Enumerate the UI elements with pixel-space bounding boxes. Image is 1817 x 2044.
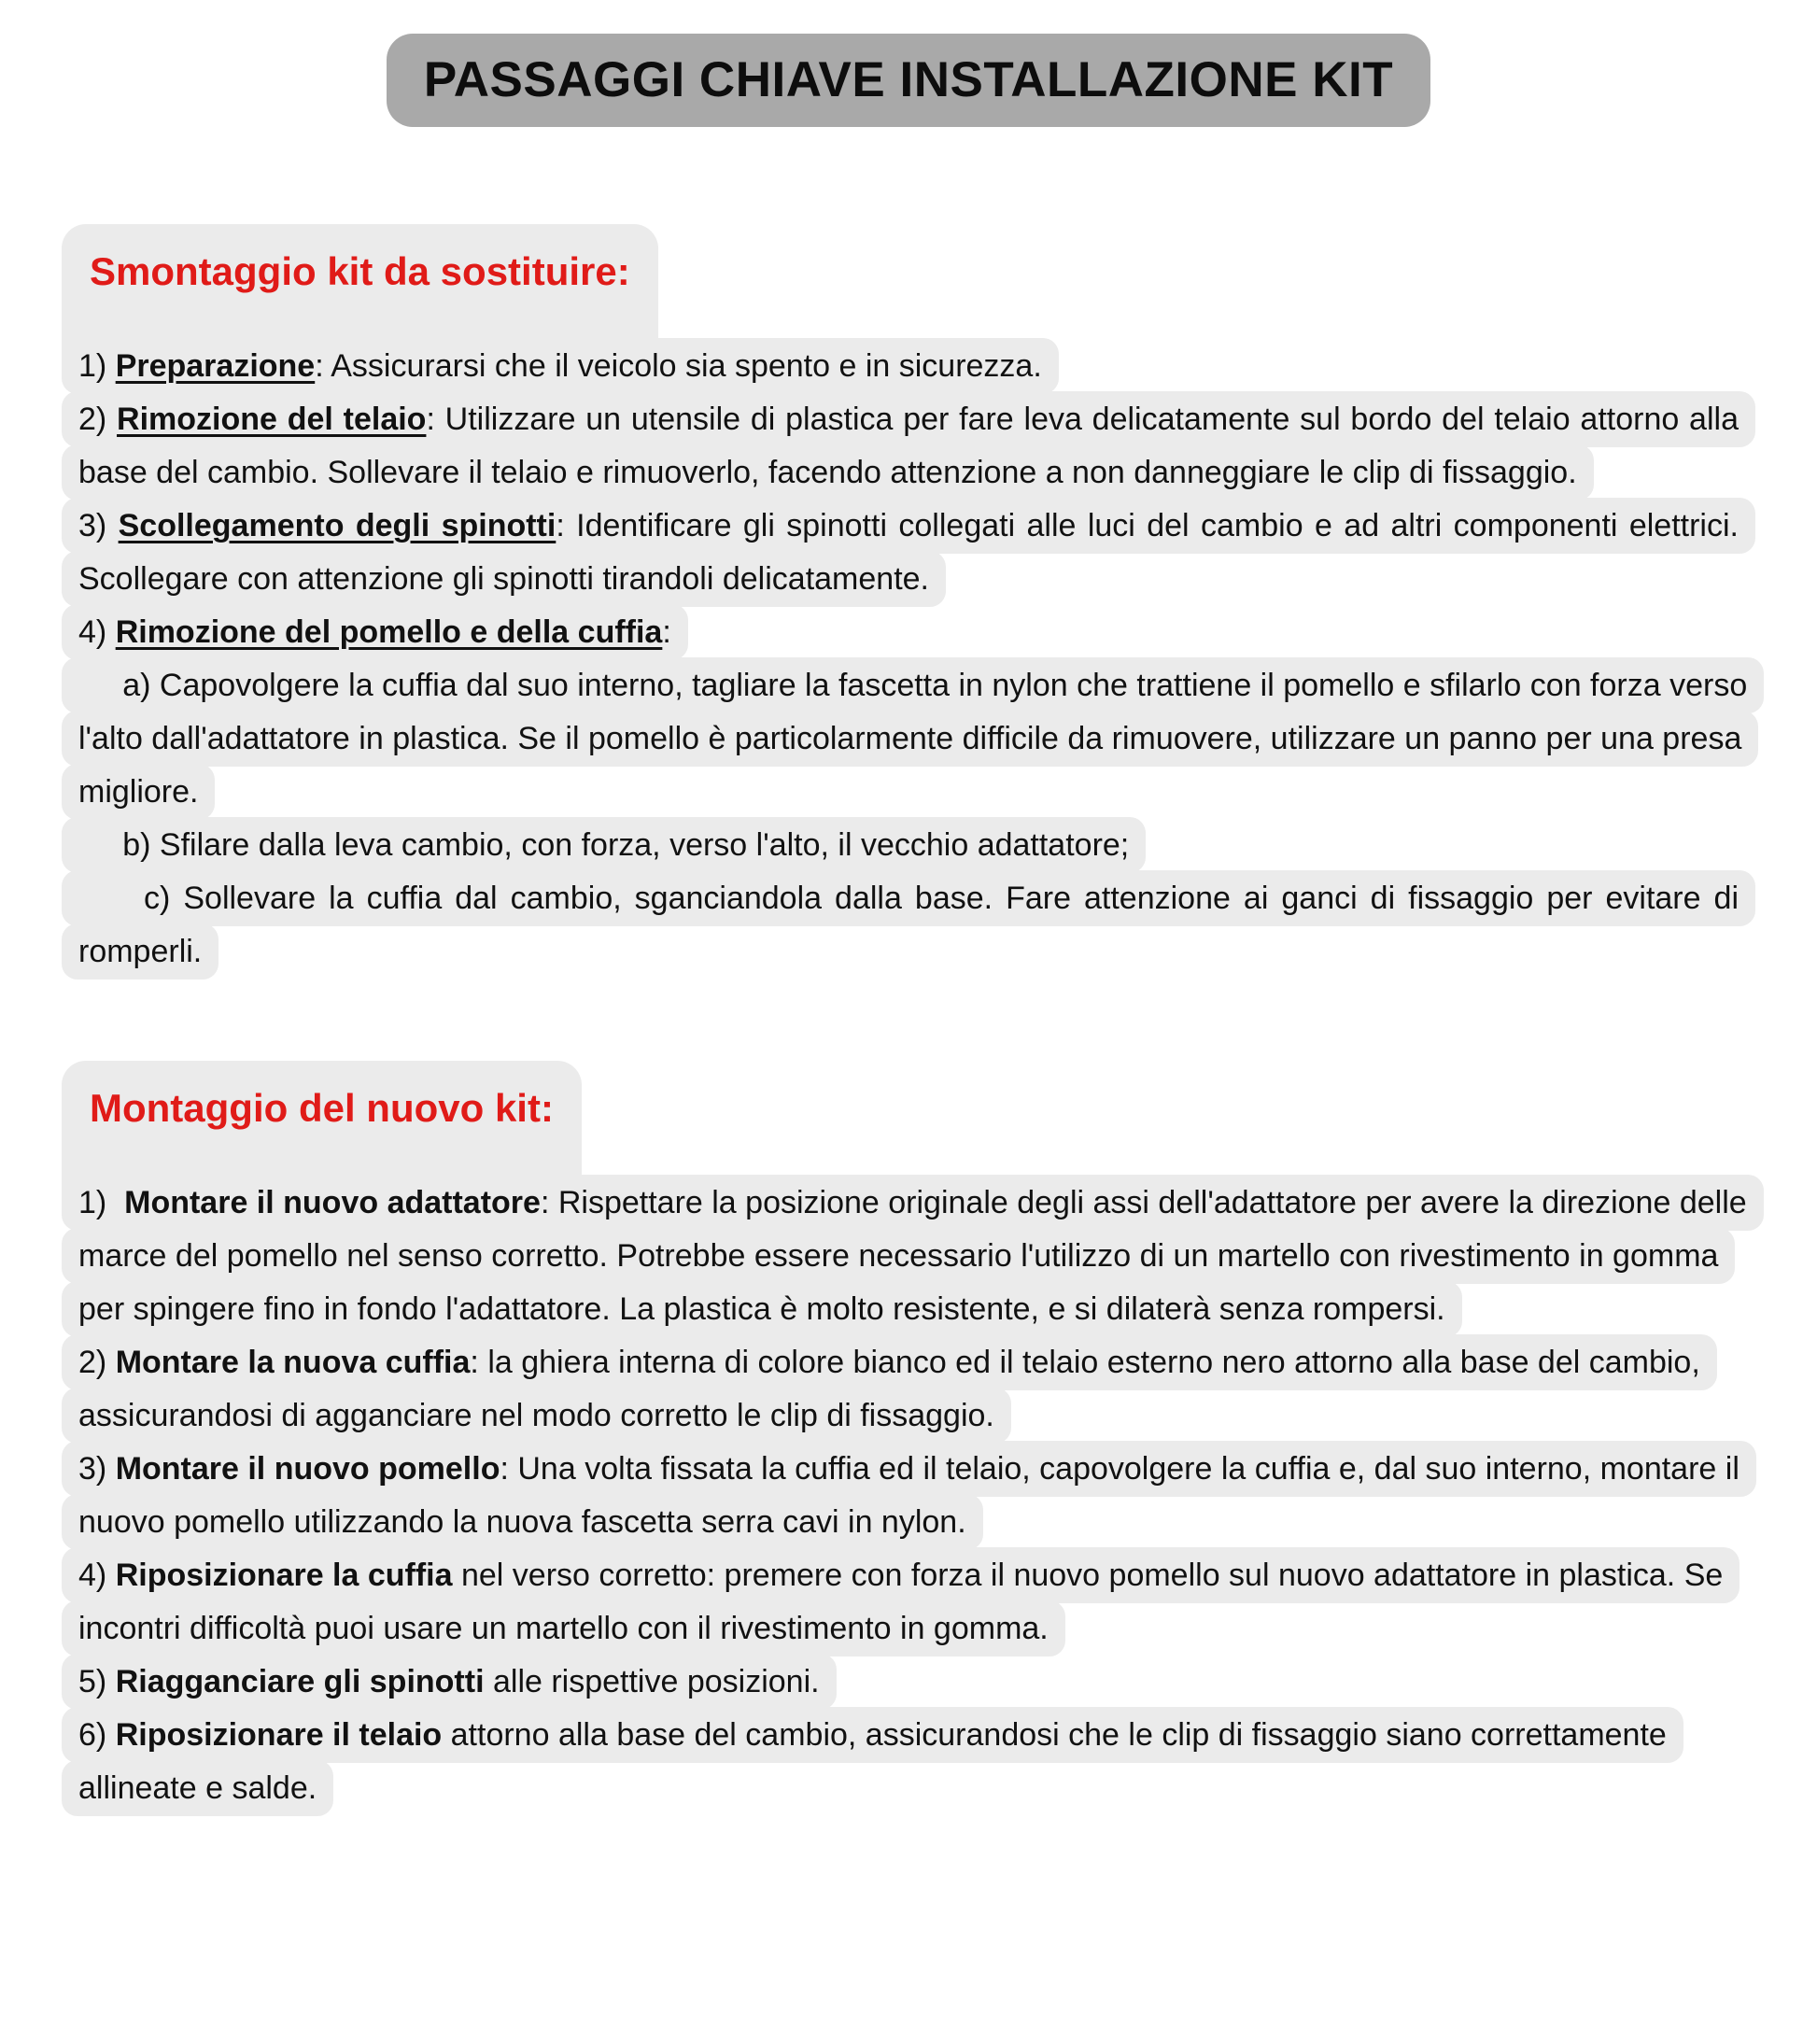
text-segment: : Identificare gli spinotti collegati alle luci del cambio e ad altri componenti elettrici. Scollegare con attenzione gli spinotti tirandoli delicatamente. [78, 508, 1739, 597]
paragraph [62, 500, 1755, 606]
text-segment: Montare il nuovo pomello [115, 1451, 500, 1487]
text-segment: 5) [78, 1664, 116, 1699]
text-segment: 1) [78, 348, 116, 384]
text-segment: 4) [78, 1558, 116, 1593]
page-title: PASSAGGI CHIAVE INSTALLAZIONE KIT [387, 34, 1430, 127]
text-segment: Montare la nuova cuffia [115, 1345, 471, 1380]
text-segment: : la ghiera interna di colore bianco ed il telaio esterno nero attorno alla base del cambio, assicurandosi di agganciare nel modo corretto le clip di fissaggio. [78, 1345, 1700, 1433]
paragraph [62, 1177, 1755, 1336]
text-segment: attorno alla base del cambio, assicurandosi che le clip di fissaggio siano correttamente allineate e salde. [78, 1717, 1667, 1806]
section [62, 224, 1755, 979]
sections-container [62, 224, 1755, 1815]
paragraph [62, 393, 1755, 500]
section [62, 1061, 1755, 1815]
text-segment: c) Sollevare la cuffia dal cambio, sganciandola dalla base. Fare attenzione ai ganci di fissaggio per evitare di romperli. [78, 881, 1739, 969]
text-segment: alle rispettive posizioni. [484, 1664, 820, 1699]
section-heading-text: Smontaggio kit da sostituire: [62, 224, 658, 392]
text-segment: 6) [78, 1717, 116, 1753]
text-segment: 4) [78, 614, 116, 650]
text-segment: Montare il nuovo adattatore [124, 1185, 541, 1220]
paragraph [62, 872, 1755, 979]
text-segment: 1) [78, 1185, 125, 1220]
text-segment: Rimozione del pomello e della cuffia [115, 614, 663, 650]
text-segment: Rimozione del telaio [117, 402, 427, 437]
text-segment: Riposizionare la cuffia [115, 1558, 453, 1593]
text-segment: 2) [78, 1345, 116, 1380]
text-segment: a) Capovolgere la cuffia dal suo interno, tagliare la fascetta in nylon che trattiene il pomello e sfilarlo con forza verso l'alto dall'adattatore in plastica. Se il pomello è particolarmente difficile da rimuovere, utilizzare un panno per una presa migliore. [78, 668, 1748, 810]
paragraph [62, 1443, 1755, 1549]
paragraph [62, 659, 1755, 819]
paragraph [62, 1709, 1755, 1815]
text-segment: 3) [78, 508, 119, 543]
text-segment: : Rispettare la posizione originale degli assi dell'adattatore per avere la direzione delle marce del pomello nel senso corretto. Potrebbe essere necessario l'utilizzo di un martello con rivestimento in gomma per spingere fino in fondo l'adattatore. La plastica è molto resistente, e si dilaterà senza rompersi. [78, 1185, 1747, 1327]
paragraph [62, 819, 1755, 872]
paragraph [62, 340, 1755, 393]
text-segment: Scollegamento degli spinotti [118, 508, 556, 543]
text-segment: Riposizionare il telaio [115, 1717, 443, 1753]
paragraph [62, 1656, 1755, 1709]
text-segment: : Una volta fissata la cuffia ed il telaio, capovolgere la cuffia e, dal suo interno, montare il nuovo pomello utilizzando la nuova fascetta serra cavi in nylon. [78, 1451, 1740, 1540]
section-heading [62, 224, 1755, 340]
text-segment: b) Sfilare dalla leva cambio, con forza, verso l'alto, il vecchio adattatore; [78, 827, 1130, 863]
text-segment: nel verso corretto: premere con forza il nuovo pomello sul nuovo adattatore in plastica. Se incontri difficoltà puoi usare un martello con il rivestimento in gomma. [78, 1558, 1724, 1646]
paragraph [62, 606, 1755, 659]
text-segment: 2) [78, 402, 118, 437]
text-segment: 3) [78, 1451, 116, 1487]
title-bar [0, 0, 1817, 127]
paragraph [62, 1336, 1755, 1443]
text-segment: Preparazione [115, 348, 316, 384]
paragraph [62, 1549, 1755, 1656]
text-segment: : [662, 614, 671, 650]
text-segment: : Utilizzare un utensile di plastica per fare leva delicatamente sul bordo del telaio attorno alla base del cambio. Sollevare il telaio e rimuoverlo, facendo attenzione a non danneggiare le clip di fissaggio. [78, 402, 1739, 490]
section-heading [62, 1061, 1755, 1177]
text-segment: : Assicurarsi che il veicolo sia spento e in sicurezza. [315, 348, 1042, 384]
text-segment: Riagganciare gli spinotti [115, 1664, 485, 1699]
section-heading-text: Montaggio del nuovo kit: [62, 1061, 582, 1229]
